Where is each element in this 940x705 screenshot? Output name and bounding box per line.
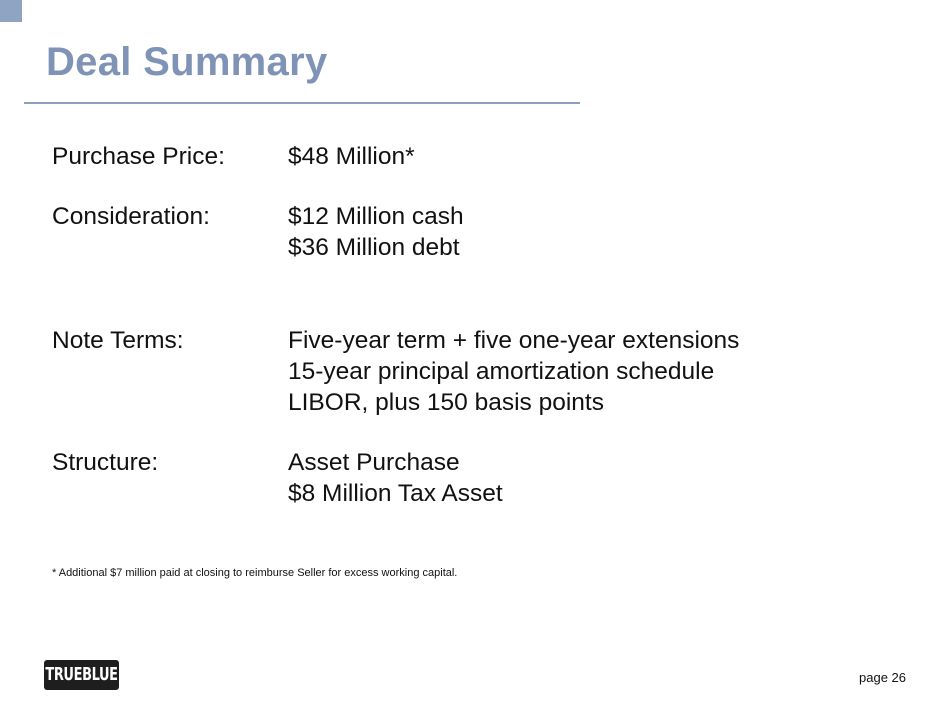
term-value: $8 Million Tax Asset (288, 480, 503, 507)
title-divider (24, 102, 580, 104)
logo-wordmark: TRUEBLUE (45, 664, 118, 686)
term-note-terms (52, 325, 912, 418)
term-value: $48 Million* (288, 143, 415, 170)
term-values (288, 325, 739, 418)
term-label: Purchase Price: (52, 143, 225, 170)
trueblue-logo (44, 660, 119, 690)
term-label: Consideration: (52, 203, 210, 230)
term-value: 15-year principal amortization schedule (288, 358, 715, 385)
term-value: $12 Million cash (288, 203, 464, 230)
term-purchase-price (52, 141, 912, 172)
term-label: Note Terms: (52, 327, 184, 354)
term-label: Structure: (52, 449, 159, 476)
footnote: * Additional $7 million paid at closing to reimburse Seller for excess working capital. (52, 567, 458, 579)
term-values (288, 447, 503, 509)
term-value: Five-year term + five one-year extensions (288, 327, 740, 354)
term-values (288, 141, 415, 172)
deal-terms (52, 141, 912, 509)
term-value: LIBOR, plus 150 basis points (288, 389, 604, 416)
term-value: Asset Purchase (288, 449, 460, 476)
slide-title: Deal Summary (46, 40, 328, 84)
page-number: page 26 (859, 670, 906, 685)
term-structure (52, 447, 912, 509)
term-values (288, 201, 464, 263)
term-value: $36 Million debt (288, 234, 460, 261)
term-consideration (52, 201, 912, 263)
corner-accent-square (0, 0, 22, 22)
